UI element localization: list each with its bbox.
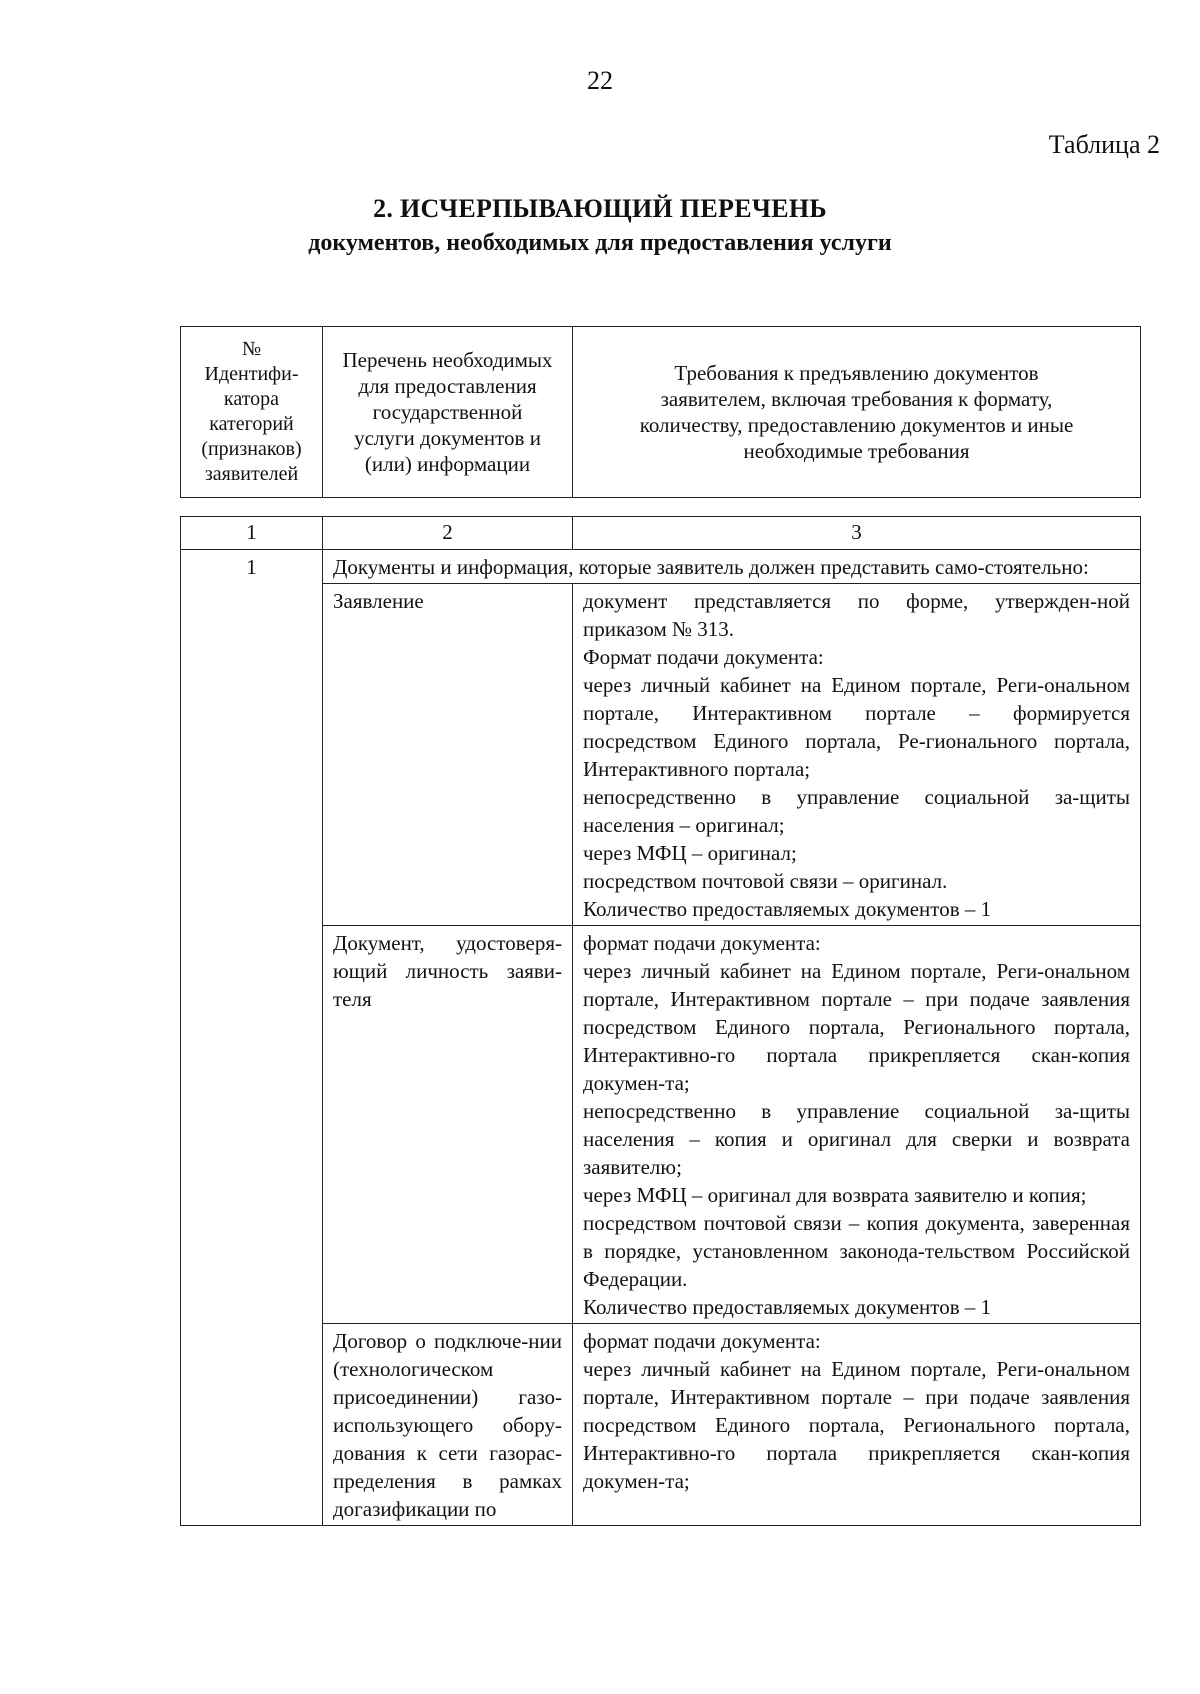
header-col-requirements bbox=[573, 327, 1141, 498]
requirement-line: формат подачи документа: bbox=[583, 931, 821, 955]
document-name: Документ, удостоверя-ющий личность заяви-теля bbox=[323, 926, 573, 1324]
header-col1-line: заявителей bbox=[204, 463, 299, 485]
requirement-line: через личный кабинет на Едином портале, Реги-ональном портале, Интерактивном портале – при подаче заявления посредством Единого портала, Регионального портала, Интерактивно-го портала прикрепляется скан-копия докумен-та; bbox=[583, 959, 1130, 1095]
heading-subtitle: документов, необходимых для предоставления услуги bbox=[308, 230, 892, 256]
header-col3-line: необходимые требования bbox=[743, 439, 970, 463]
header-col3-line: Требования к предъявлению документов bbox=[674, 361, 1039, 385]
document-row bbox=[181, 584, 1141, 926]
requirement-line: через МФЦ – оригинал; bbox=[583, 841, 797, 865]
header-col-documents bbox=[323, 327, 573, 498]
header-col1-line: катора bbox=[223, 388, 280, 410]
header-col3-line: заявителем, включая требования к формату, bbox=[660, 387, 1053, 411]
category-id-cell: 1 bbox=[181, 550, 323, 1526]
document-name: Заявление bbox=[323, 584, 573, 926]
requirement-line: непосредственно в управление социальной за-щиты населения – оригинал; bbox=[583, 785, 1130, 837]
requirement-line: через МФЦ – оригинал для возврата заявителю и копия; bbox=[583, 1183, 1087, 1207]
document-requirements bbox=[573, 926, 1141, 1324]
header-col-category-id bbox=[181, 327, 323, 498]
requirement-line: Количество предоставляемых документов – 1 bbox=[583, 897, 992, 921]
requirement-line: формат подачи документа: bbox=[583, 1329, 821, 1353]
requirement-line: документ представляется по форме, утвержден-ной приказом № 313. bbox=[583, 589, 1130, 641]
column-number-3: 3 bbox=[573, 517, 1141, 550]
header-col2-line: (или) информации bbox=[364, 452, 531, 476]
header-col2-line: для предоставления bbox=[358, 374, 537, 398]
header-col1-line: категорий bbox=[209, 413, 294, 435]
document-heading bbox=[0, 192, 1200, 260]
requirement-line: посредством почтовой связи – копия документа, заверенная в порядке, установленном законода-тельством Российской Федерации. bbox=[583, 1211, 1130, 1291]
document-row bbox=[181, 1324, 1141, 1526]
section-title: Документы и информация, которые заявитель должен представить само-стоятельно: bbox=[323, 550, 1141, 584]
heading-title: 2. ИСЧЕРПЫВАЮЩИЙ ПЕРЕЧЕНЬ bbox=[373, 194, 827, 223]
table-label: Таблица 2 bbox=[1048, 130, 1160, 159]
header-col1-line: (признаков) bbox=[201, 438, 302, 460]
requirement-line: через личный кабинет на Едином портале, Реги-ональном портале, Интерактивном портале – при подаче заявления посредством Единого портала, Регионального портала, Интерактивно-го портала прикрепляется скан-копия докумен-та; bbox=[583, 1357, 1130, 1493]
section-row bbox=[181, 550, 1141, 584]
requirement-line: Формат подачи документа: bbox=[583, 645, 824, 669]
requirement-line: непосредственно в управление социальной за-щиты населения – копия и оригинал для сверки и возврата заявителю; bbox=[583, 1099, 1130, 1179]
documents-table bbox=[180, 516, 1141, 1526]
header-table bbox=[180, 326, 1141, 498]
column-number-row bbox=[181, 517, 1141, 550]
header-col3-line: количеству, предоставлению документов и иные bbox=[639, 413, 1074, 437]
header-col2-line: государственной bbox=[372, 400, 523, 424]
document-requirements bbox=[573, 584, 1141, 926]
requirement-line: посредством почтовой связи – оригинал. bbox=[583, 869, 948, 893]
document-row bbox=[181, 926, 1141, 1324]
header-col1-line: № bbox=[241, 338, 262, 360]
requirement-line: Количество предоставляемых документов – 1 bbox=[583, 1295, 992, 1319]
document-requirements bbox=[573, 1324, 1141, 1526]
header-col2-line: услуги документов и bbox=[354, 426, 541, 450]
document-name: Договор о подключе-нии (технологическом присоединении) газо-использующего обору-дования к сети газорас-пределения в рамках догазификации по bbox=[323, 1324, 573, 1526]
page-number: 22 bbox=[587, 66, 613, 95]
header-col2-line: Перечень необходимых bbox=[342, 348, 553, 372]
header-col1-line: Идентифи- bbox=[204, 363, 299, 385]
requirement-line: через личный кабинет на Едином портале, Реги-ональном портале, Интерактивном портале – формируется посредством Единого портала, Ре-гионального портала, Интерактивного портала; bbox=[583, 673, 1130, 781]
column-number-1: 1 bbox=[181, 517, 323, 550]
column-number-2: 2 bbox=[323, 517, 573, 550]
